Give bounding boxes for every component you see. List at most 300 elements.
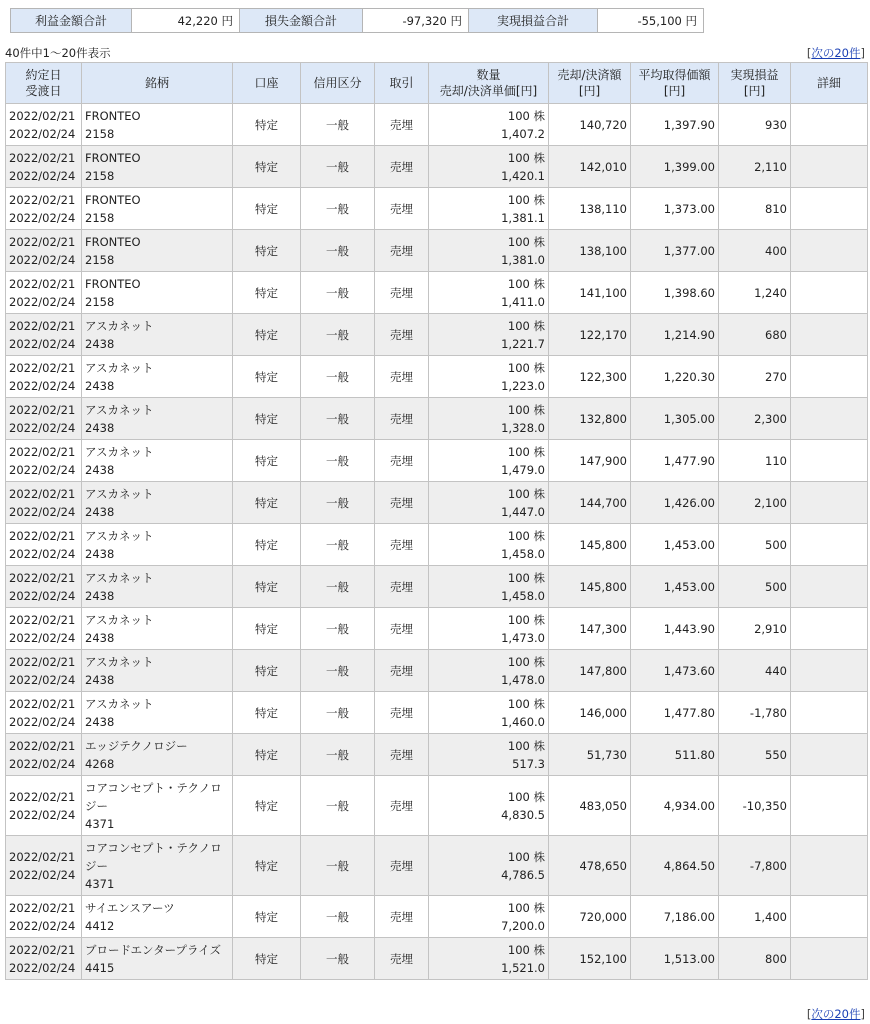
trade-type: 売埋 [375, 776, 429, 836]
settle-amount: 147,300 [549, 608, 631, 650]
trade-history-table [5, 62, 868, 980]
settle-amount: 145,800 [549, 566, 631, 608]
stock-name-cell [82, 524, 233, 566]
settle-amount: 144,700 [549, 482, 631, 524]
trade-dates [6, 482, 82, 524]
quantity: 100 株 [507, 942, 545, 957]
trade-date: 2022/02/21 [9, 942, 76, 957]
settle-date: 2022/02/24 [9, 588, 76, 603]
trade-type: 売埋 [375, 356, 429, 398]
settle-date: 2022/02/24 [9, 807, 76, 822]
table-header-row [6, 63, 868, 104]
stock-code: 4412 [85, 918, 115, 933]
table-row [6, 356, 868, 398]
table-row [6, 230, 868, 272]
stock-name: FRONTEO [85, 108, 141, 123]
trade-date: 2022/02/21 [9, 900, 76, 915]
stock-name-cell [82, 776, 233, 836]
avg-cost: 1,397.90 [631, 104, 719, 146]
trade-dates [6, 146, 82, 188]
realized-pl: 400 [719, 230, 791, 272]
stock-code: 4371 [85, 816, 115, 831]
trade-date: 2022/02/21 [9, 528, 76, 543]
stock-name: アスカネット [85, 486, 154, 501]
trade-dates [6, 836, 82, 896]
quantity-price [429, 482, 549, 524]
detail-cell [791, 896, 868, 938]
avg-cost: 7,186.00 [631, 896, 719, 938]
trade-type: 売埋 [375, 938, 429, 980]
trade-dates [6, 896, 82, 938]
realized-pl: 110 [719, 440, 791, 482]
detail-cell [791, 608, 868, 650]
trade-type: 売埋 [375, 272, 429, 314]
trade-date: 2022/02/21 [9, 192, 76, 207]
avg-cost: 511.80 [631, 734, 719, 776]
trade-type: 売埋 [375, 314, 429, 356]
table-row [6, 272, 868, 314]
stock-name-cell [82, 608, 233, 650]
settle-price: 1,328.0 [501, 420, 545, 435]
detail-cell [791, 104, 868, 146]
stock-code: 2158 [85, 252, 115, 267]
settle-date: 2022/02/24 [9, 546, 76, 561]
trade-date: 2022/02/21 [9, 360, 76, 375]
margin-type: 一般 [301, 692, 375, 734]
settle-price: 1,521.0 [501, 960, 545, 975]
avg-cost: 1,477.90 [631, 440, 719, 482]
stock-name: FRONTEO [85, 234, 141, 249]
settle-amount: 51,730 [549, 734, 631, 776]
realized-pl: -7,800 [719, 836, 791, 896]
margin-type: 一般 [301, 440, 375, 482]
detail-cell [791, 272, 868, 314]
settle-date: 2022/02/24 [9, 168, 76, 183]
settle-date: 2022/02/24 [9, 336, 76, 351]
quantity-price [429, 356, 549, 398]
stock-name: アスカネット [85, 402, 154, 417]
settle-amount: 138,110 [549, 188, 631, 230]
table-row [6, 896, 868, 938]
detail-cell [791, 692, 868, 734]
settle-amount: 138,100 [549, 230, 631, 272]
quantity-price [429, 836, 549, 896]
settle-amount: 147,800 [549, 650, 631, 692]
trade-date: 2022/02/21 [9, 150, 76, 165]
account-type: 特定 [233, 398, 301, 440]
stock-code: 2438 [85, 630, 115, 645]
stock-name: FRONTEO [85, 192, 141, 207]
settle-amount: 140,720 [549, 104, 631, 146]
quantity: 100 株 [507, 696, 545, 711]
margin-type: 一般 [301, 272, 375, 314]
settle-amount: 146,000 [549, 692, 631, 734]
col-qty: 数量 売却/決済単価[円] [429, 63, 549, 104]
settle-price: 517.3 [512, 756, 545, 771]
trade-type: 売埋 [375, 104, 429, 146]
quantity: 100 株 [507, 234, 545, 249]
settle-amount: 145,800 [549, 524, 631, 566]
avg-cost: 1,214.90 [631, 314, 719, 356]
col-detail: 詳細 [791, 63, 868, 104]
trade-dates [6, 272, 82, 314]
stock-name: ブロードエンタープライズ [85, 942, 222, 957]
loss-total-value: -97,320 円 [363, 9, 469, 32]
avg-cost: 1,220.30 [631, 356, 719, 398]
quantity: 100 株 [507, 318, 545, 333]
realized-pl: 2,110 [719, 146, 791, 188]
stock-name-cell [82, 104, 233, 146]
next-page-top: [次の20件] [806, 46, 865, 60]
margin-type: 一般 [301, 524, 375, 566]
settle-price: 1,381.0 [501, 252, 545, 267]
stock-name-cell [82, 314, 233, 356]
quantity: 100 株 [507, 654, 545, 669]
trade-type: 売埋 [375, 608, 429, 650]
result-count: 40件中1～20件表示 [5, 46, 111, 60]
trade-date: 2022/02/21 [9, 108, 76, 123]
settle-amount: 122,300 [549, 356, 631, 398]
avg-cost: 1,453.00 [631, 524, 719, 566]
settle-date: 2022/02/24 [9, 918, 76, 933]
quantity-price [429, 608, 549, 650]
margin-type: 一般 [301, 836, 375, 896]
settle-date: 2022/02/24 [9, 867, 76, 882]
col-date: 約定日 受渡日 [6, 63, 82, 104]
quantity-price [429, 938, 549, 980]
account-type: 特定 [233, 104, 301, 146]
stock-name: アスカネット [85, 444, 154, 459]
col-account: 口座 [233, 63, 301, 104]
margin-type: 一般 [301, 188, 375, 230]
detail-cell [791, 398, 868, 440]
stock-name-cell [82, 440, 233, 482]
detail-cell [791, 524, 868, 566]
trade-dates [6, 314, 82, 356]
table-row [6, 524, 868, 566]
quantity: 100 株 [507, 900, 545, 915]
trade-date: 2022/02/21 [9, 612, 76, 627]
detail-cell [791, 314, 868, 356]
trade-dates [6, 188, 82, 230]
margin-type: 一般 [301, 776, 375, 836]
trade-dates [6, 524, 82, 566]
detail-cell [791, 650, 868, 692]
stock-name-cell [82, 272, 233, 314]
quantity: 100 株 [507, 570, 545, 585]
trade-type: 売埋 [375, 146, 429, 188]
col-avg: 平均取得価額 [円] [631, 63, 719, 104]
realized-pl: 1,240 [719, 272, 791, 314]
realized-pl: 2,910 [719, 608, 791, 650]
stock-name-cell [82, 566, 233, 608]
stock-code: 2438 [85, 336, 115, 351]
quantity-price [429, 146, 549, 188]
trade-dates [6, 608, 82, 650]
trade-type: 売埋 [375, 836, 429, 896]
table-row [6, 104, 868, 146]
stock-name: コアコンセプト・テクノロジー [85, 780, 222, 813]
account-type: 特定 [233, 440, 301, 482]
trade-date: 2022/02/21 [9, 444, 76, 459]
account-type: 特定 [233, 566, 301, 608]
settle-date: 2022/02/24 [9, 756, 76, 771]
stock-name: FRONTEO [85, 150, 141, 165]
stock-name-cell [82, 938, 233, 980]
settle-amount: 141,100 [549, 272, 631, 314]
stock-name: FRONTEO [85, 276, 141, 291]
stock-name-cell [82, 146, 233, 188]
trade-type: 売埋 [375, 524, 429, 566]
quantity-price [429, 440, 549, 482]
stock-name: アスカネット [85, 360, 154, 375]
settle-date: 2022/02/24 [9, 378, 76, 393]
stock-code: 2158 [85, 294, 115, 309]
stock-code: 2438 [85, 378, 115, 393]
stock-code: 2438 [85, 546, 115, 561]
avg-cost: 4,934.00 [631, 776, 719, 836]
account-type: 特定 [233, 776, 301, 836]
settle-date: 2022/02/24 [9, 714, 76, 729]
realized-pl: 440 [719, 650, 791, 692]
next-20-link[interactable]: 次の20件 [811, 46, 861, 60]
settle-date: 2022/02/24 [9, 126, 76, 141]
settle-amount: 483,050 [549, 776, 631, 836]
stock-name: サイエンスアーツ [85, 900, 175, 915]
stock-code: 2158 [85, 126, 115, 141]
realized-pl: 500 [719, 524, 791, 566]
realized-pl: 800 [719, 938, 791, 980]
trade-type: 売埋 [375, 650, 429, 692]
table-row [6, 776, 868, 836]
settle-date: 2022/02/24 [9, 252, 76, 267]
trade-dates [6, 398, 82, 440]
stock-code: 2438 [85, 420, 115, 435]
quantity-price [429, 188, 549, 230]
settle-amount: 147,900 [549, 440, 631, 482]
quantity-price [429, 566, 549, 608]
quantity: 100 株 [507, 789, 545, 804]
stock-name: アスカネット [85, 654, 154, 669]
table-row [6, 938, 868, 980]
trade-dates [6, 440, 82, 482]
realized-pl: 680 [719, 314, 791, 356]
settle-amount: 720,000 [549, 896, 631, 938]
trade-date: 2022/02/21 [9, 789, 76, 804]
quantity-price [429, 776, 549, 836]
settle-price: 4,786.5 [501, 867, 545, 882]
detail-cell [791, 836, 868, 896]
stock-code: 2158 [85, 168, 115, 183]
margin-type: 一般 [301, 230, 375, 272]
stock-code: 4268 [85, 756, 115, 771]
realized-pl: 550 [719, 734, 791, 776]
margin-type: 一般 [301, 482, 375, 524]
trade-type: 売埋 [375, 482, 429, 524]
trade-dates [6, 356, 82, 398]
margin-type: 一般 [301, 650, 375, 692]
trade-date: 2022/02/21 [9, 486, 76, 501]
avg-cost: 1,453.00 [631, 566, 719, 608]
quantity-price [429, 896, 549, 938]
realized-total-label: 実現損益合計 [469, 9, 598, 32]
trade-date: 2022/02/21 [9, 402, 76, 417]
trade-type: 売埋 [375, 440, 429, 482]
col-name: 銘柄 [82, 63, 233, 104]
settle-price: 1,478.0 [501, 672, 545, 687]
quantity: 100 株 [507, 444, 545, 459]
stock-code: 2158 [85, 210, 115, 225]
margin-type: 一般 [301, 896, 375, 938]
trade-dates [6, 938, 82, 980]
trade-date: 2022/02/21 [9, 318, 76, 333]
stock-name: アスカネット [85, 528, 154, 543]
quantity-price [429, 398, 549, 440]
avg-cost: 1,399.00 [631, 146, 719, 188]
account-type: 特定 [233, 314, 301, 356]
stock-name-cell [82, 896, 233, 938]
col-margin: 信用区分 [301, 63, 375, 104]
next-page-bottom: [次の20件] [806, 1007, 865, 1021]
avg-cost: 1,443.90 [631, 608, 719, 650]
settle-price: 1,473.0 [501, 630, 545, 645]
quantity: 100 株 [507, 849, 545, 864]
margin-type: 一般 [301, 398, 375, 440]
trade-date: 2022/02/21 [9, 654, 76, 669]
stock-name-cell [82, 836, 233, 896]
trade-date: 2022/02/21 [9, 276, 76, 291]
trade-dates [6, 734, 82, 776]
next-20-link-bottom[interactable]: 次の20件 [811, 1007, 861, 1021]
realized-pl: 270 [719, 356, 791, 398]
settle-price: 1,458.0 [501, 588, 545, 603]
stock-name: アスカネット [85, 696, 154, 711]
detail-cell [791, 440, 868, 482]
settle-price: 1,458.0 [501, 546, 545, 561]
table-row [6, 836, 868, 896]
realized-pl: -1,780 [719, 692, 791, 734]
settle-amount: 122,170 [549, 314, 631, 356]
trade-type: 売埋 [375, 230, 429, 272]
table-row [6, 734, 868, 776]
quantity-price [429, 314, 549, 356]
table-row [6, 566, 868, 608]
settle-price: 1,479.0 [501, 462, 545, 477]
trade-date: 2022/02/21 [9, 696, 76, 711]
trade-type: 売埋 [375, 188, 429, 230]
settle-date: 2022/02/24 [9, 294, 76, 309]
trade-date: 2022/02/21 [9, 570, 76, 585]
margin-type: 一般 [301, 104, 375, 146]
table-row [6, 440, 868, 482]
avg-cost: 1,305.00 [631, 398, 719, 440]
settle-date: 2022/02/24 [9, 630, 76, 645]
account-type: 特定 [233, 146, 301, 188]
stock-name-cell [82, 734, 233, 776]
stock-name-cell [82, 482, 233, 524]
quantity: 100 株 [507, 402, 545, 417]
margin-type: 一般 [301, 146, 375, 188]
detail-cell [791, 482, 868, 524]
trade-type: 売埋 [375, 896, 429, 938]
quantity-price [429, 272, 549, 314]
trade-type: 売埋 [375, 692, 429, 734]
quantity-price [429, 230, 549, 272]
trade-type: 売埋 [375, 398, 429, 440]
profit-total-label: 利益金額合計 [11, 9, 132, 32]
realized-total-value: -55,100 円 [598, 9, 704, 32]
avg-cost: 1,426.00 [631, 482, 719, 524]
stock-code: 2438 [85, 672, 115, 687]
trade-dates [6, 650, 82, 692]
settle-price: 4,830.5 [501, 807, 545, 822]
quantity-price [429, 104, 549, 146]
table-row [6, 608, 868, 650]
trade-type: 売埋 [375, 566, 429, 608]
settle-price: 1,420.1 [501, 168, 545, 183]
quantity: 100 株 [507, 738, 545, 753]
stock-code: 2438 [85, 588, 115, 603]
quantity: 100 株 [507, 276, 545, 291]
settle-amount: 132,800 [549, 398, 631, 440]
detail-cell [791, 938, 868, 980]
quantity: 100 株 [507, 486, 545, 501]
quantity-price [429, 692, 549, 734]
stock-name-cell [82, 692, 233, 734]
margin-type: 一般 [301, 566, 375, 608]
settle-price: 1,223.0 [501, 378, 545, 393]
stock-name-cell [82, 398, 233, 440]
settle-price: 1,407.2 [501, 126, 545, 141]
stock-name-cell [82, 188, 233, 230]
margin-type: 一般 [301, 734, 375, 776]
table-row [6, 650, 868, 692]
settle-price: 1,411.0 [501, 294, 545, 309]
margin-type: 一般 [301, 356, 375, 398]
trade-dates [6, 104, 82, 146]
quantity: 100 株 [507, 360, 545, 375]
avg-cost: 4,864.50 [631, 836, 719, 896]
quantity-price [429, 524, 549, 566]
quantity: 100 株 [507, 108, 545, 123]
settle-price: 1,460.0 [501, 714, 545, 729]
summary-bar [10, 8, 704, 33]
detail-cell [791, 566, 868, 608]
stock-code: 4415 [85, 960, 115, 975]
realized-pl: 500 [719, 566, 791, 608]
settle-price: 1,381.1 [501, 210, 545, 225]
quantity: 100 株 [507, 192, 545, 207]
trade-dates [6, 776, 82, 836]
settle-amount: 152,100 [549, 938, 631, 980]
avg-cost: 1,398.60 [631, 272, 719, 314]
settle-price: 1,221.7 [501, 336, 545, 351]
table-row [6, 314, 868, 356]
detail-cell [791, 188, 868, 230]
account-type: 特定 [233, 650, 301, 692]
account-type: 特定 [233, 938, 301, 980]
quantity: 100 株 [507, 150, 545, 165]
settle-amount: 142,010 [549, 146, 631, 188]
realized-pl: 930 [719, 104, 791, 146]
stock-name: アスカネット [85, 318, 154, 333]
table-row [6, 398, 868, 440]
stock-name-cell [82, 650, 233, 692]
trade-dates [6, 692, 82, 734]
margin-type: 一般 [301, 938, 375, 980]
col-trade: 取引 [375, 63, 429, 104]
stock-name: アスカネット [85, 612, 154, 627]
